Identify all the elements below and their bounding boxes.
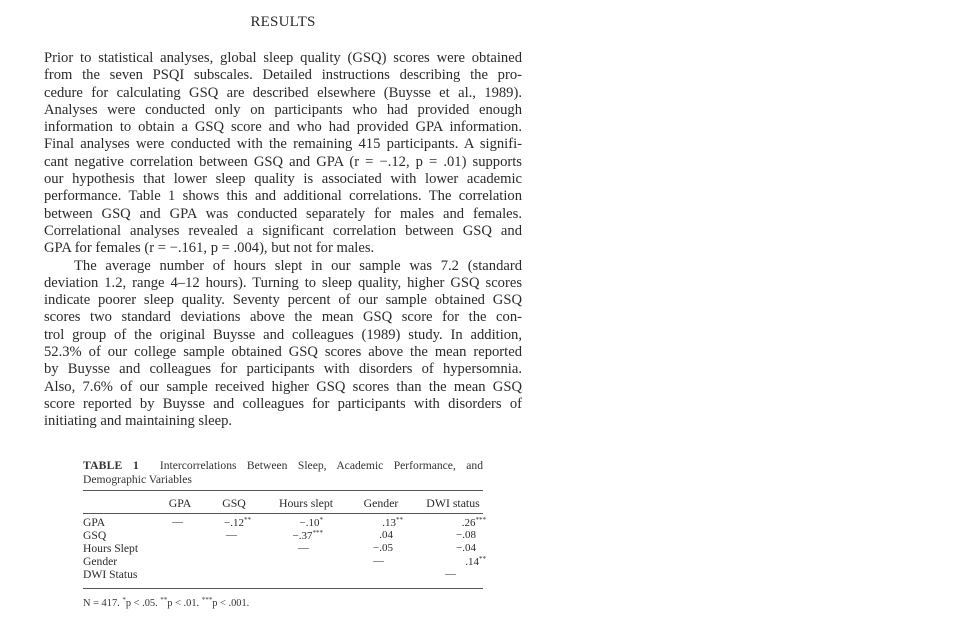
significance-marker: ** — [479, 555, 486, 563]
paragraph-line: scores two standard deviations above the mean GSQ score for the con- — [44, 309, 522, 326]
table-bottom-rule — [83, 588, 483, 589]
paragraph-1 — [44, 50, 522, 258]
paragraph-line: cant negative correlation between GSQ and GPA (r = −.12, p = .01) supports — [44, 153, 522, 170]
cell-value: .04 — [379, 529, 393, 541]
cell-value: −.10 — [299, 517, 320, 529]
cell-value: .26 — [461, 517, 476, 529]
column-header: GSQ — [222, 496, 246, 510]
paragraph-line: performance. Table 1 shows this and additional correlations. The correlation — [44, 188, 522, 205]
cell-value: .14 — [465, 556, 479, 568]
paragraph-line: information to obtain a GSQ score and who had provided GPA information. — [44, 119, 522, 136]
paragraph-line: The average number of hours slept in our sample was 7.2 (standard — [74, 257, 522, 274]
row-label: Hours Slept — [83, 542, 139, 555]
cell-value: −.05 — [373, 542, 393, 554]
cell-value: — — [172, 516, 183, 528]
paragraph-line: Analyses were conducted only on participants who had provided enough — [44, 101, 522, 118]
row-label: GSQ — [83, 529, 107, 542]
paragraph-2 — [44, 258, 522, 431]
paragraph-line: between GSQ and GPA was conducted separately for males and females. — [44, 205, 522, 222]
table-cell — [224, 516, 251, 529]
table-cell — [293, 529, 323, 542]
cell-value: .13 — [382, 517, 396, 529]
row-label: DWI Status — [83, 568, 138, 581]
table-cell — [456, 542, 476, 554]
table-1 — [83, 459, 486, 609]
significance-marker: *** — [475, 516, 486, 524]
paragraph-line: by Buysse and colleagues for participants with disorders of hypersomnia. — [44, 361, 522, 378]
table-cell — [462, 516, 486, 529]
column-header: Gender — [363, 496, 399, 510]
cell-value: — — [445, 568, 456, 580]
section-heading: RESULTS — [250, 14, 316, 30]
cell-value: −.37 — [292, 530, 313, 542]
paragraph-line: initiating and maintaining sleep. — [44, 413, 233, 430]
column-header: Hours slept — [278, 496, 334, 510]
paragraph-line: Also, 7.6% of our sample received higher GSQ scores than the mean GSQ — [44, 378, 522, 395]
paragraph-line: deviation 1.2, range 4–12 hours). Turning to sleep quality, higher GSQ scores — [44, 274, 522, 291]
cell-value: −.04 — [456, 542, 476, 554]
table-caption — [83, 459, 483, 486]
column-header: GPA — [168, 496, 192, 510]
paragraph-line: Final analyses were conducted with the remaining 415 participants. A signifi- — [44, 136, 522, 153]
table-cell — [382, 516, 403, 529]
significance-marker: * — [319, 516, 323, 524]
paragraph-line: Correlational analyses revealed a significant correlation between GSQ and — [44, 222, 522, 239]
table-column-headers — [83, 491, 483, 513]
cell-value: −.08 — [456, 529, 476, 541]
table-note: N = 417. *p < .05. **p < .01. ***p < .001. — [83, 596, 250, 609]
results-body — [44, 50, 522, 431]
row-label: GPA — [83, 516, 106, 529]
significance-marker: ** — [244, 516, 251, 524]
table-cell — [373, 555, 384, 567]
paragraph-line: our hypothesis that lower sleep quality is associated with lower academic — [44, 171, 522, 188]
table-cell — [300, 516, 323, 529]
column-header: DWI status — [426, 496, 480, 510]
paragraph-line: trol group of the original Buysse and colleagues (1989) study. In addition, — [44, 326, 522, 343]
paragraph-line: indicate poorer sleep quality. Seventy percent of our sample obtained GSQ — [44, 292, 522, 309]
paragraph-line: 52.3% of our college sample obtained GSQ scores above the mean reported — [44, 344, 522, 361]
table-cell — [456, 529, 476, 541]
table-cell — [226, 529, 237, 541]
table-label: TABLE 1 — [83, 459, 140, 472]
table-cell — [445, 568, 456, 580]
table-caption-text: Intercorrelations Between Sleep, Academic Performance, and — [159, 459, 483, 472]
cell-value: — — [298, 542, 309, 554]
paragraph-line: GPA for females (r = −.161, p = .004), but not for males. — [44, 240, 375, 257]
table-cell — [298, 542, 309, 554]
cell-value: −.12 — [224, 517, 244, 529]
table-caption-line-1 — [83, 459, 483, 473]
table-cell — [379, 529, 393, 541]
table-cell — [373, 542, 393, 554]
paragraph-line: score reported by Buysse and colleagues for participants with disorders of — [44, 395, 522, 412]
paragraph-line: from the seven PSQI subscales. Detailed instructions describing the pro- — [44, 67, 522, 84]
significance-marker: ** — [396, 516, 403, 524]
significance-marker: *** — [312, 529, 323, 537]
row-label: Gender — [83, 555, 118, 568]
table-caption-line-2: Demographic Variables — [83, 472, 192, 486]
table-cell — [465, 555, 486, 568]
paragraph-line: cedure for calculating GSQ are described elsewhere (Buysse et al., 1989). — [44, 84, 522, 101]
cell-value: — — [226, 529, 237, 541]
table-body — [83, 514, 486, 588]
paragraph-line: Prior to statistical analyses, global sleep quality (GSQ) scores were obtained — [44, 50, 522, 66]
cell-value: — — [373, 555, 384, 567]
table-cell — [172, 516, 183, 528]
